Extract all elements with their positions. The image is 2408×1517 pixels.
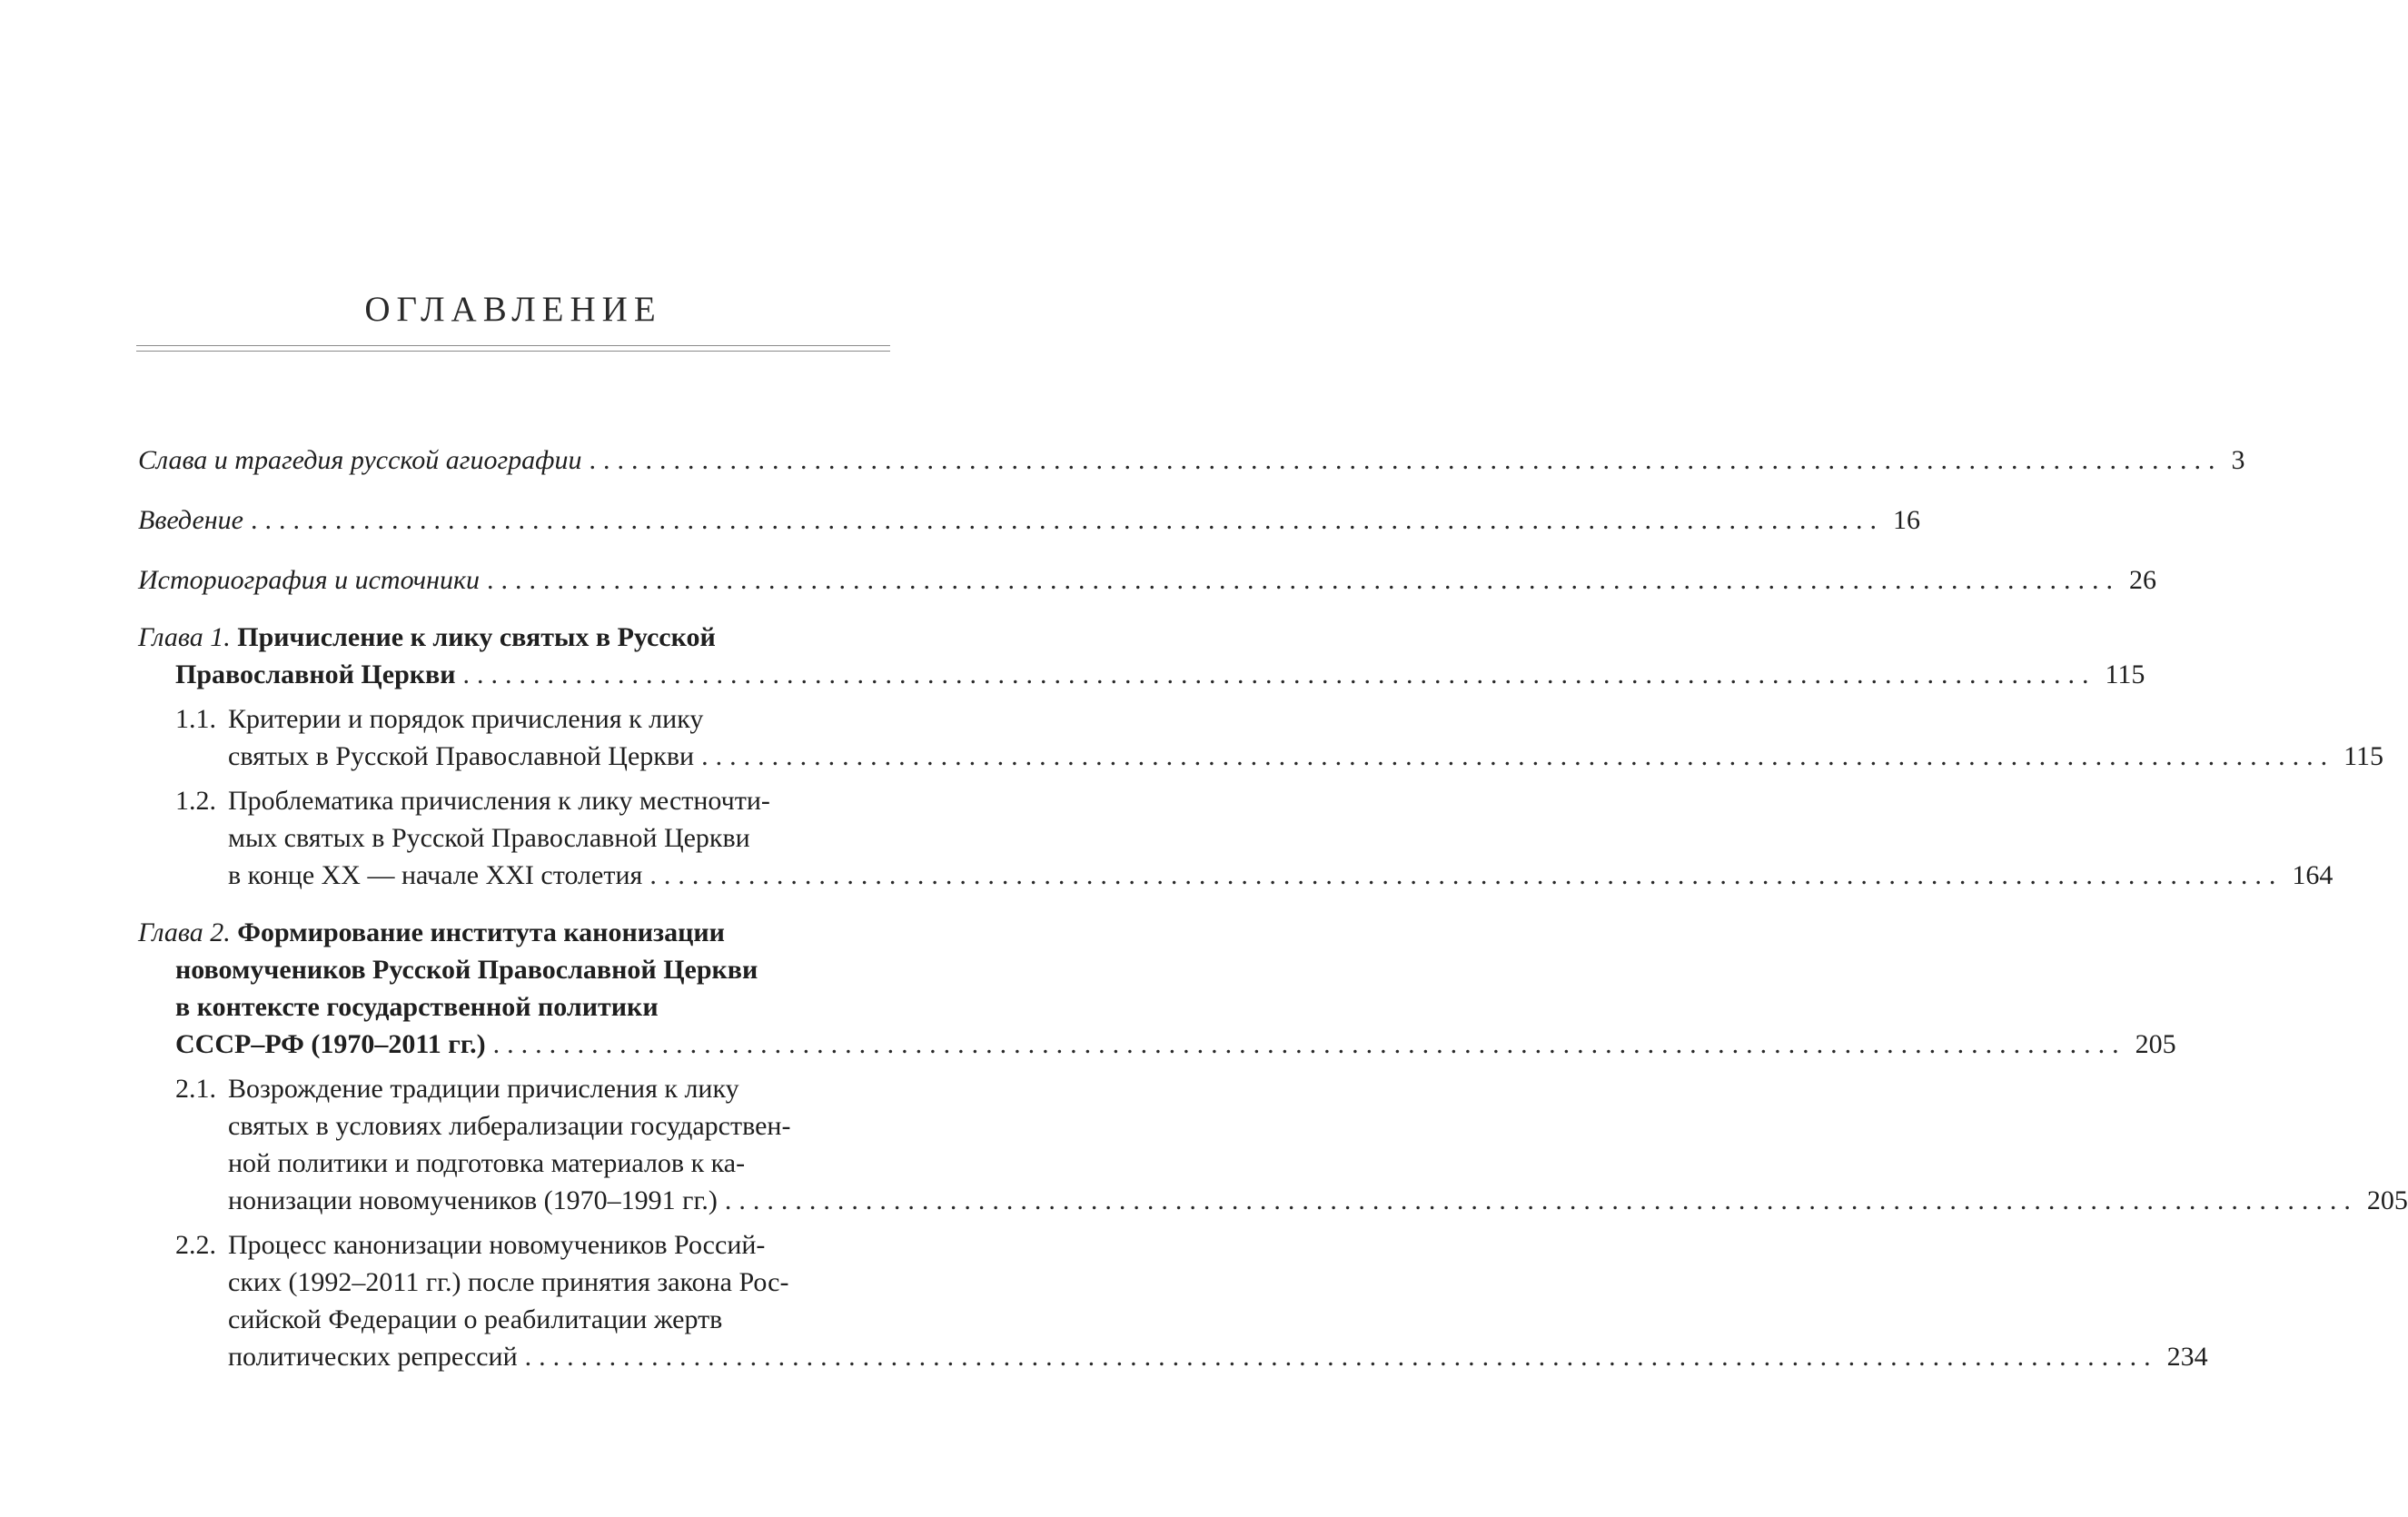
toc-entry-title: Историография и источники [138, 565, 481, 595]
toc-page-number: 26 [2129, 565, 2157, 595]
toc-entry-introduction[interactable] [138, 501, 1920, 539]
toc-section-2-1[interactable] [138, 1070, 2408, 1219]
section-title-line: святых в условиях либерализации государствен- [228, 1111, 791, 1141]
toc-page-number: 115 [2105, 659, 2145, 689]
toc-chapter-1[interactable] [138, 619, 2145, 693]
section-title-line: Процесс канонизации новомучеников Россий- [228, 1230, 766, 1260]
leader-dots: .................................................................................................................... [649, 860, 2284, 890]
chapter-title-line: Православной Церкви [175, 659, 456, 689]
toc-page-number: 205 [2135, 1029, 2176, 1059]
chapter-label: Глава 1. [138, 622, 231, 652]
toc-page-number: 234 [2166, 1342, 2208, 1372]
table-of-contents [138, 441, 2408, 1375]
leader-dots: .................................................................................................................... [701, 741, 2335, 771]
section-title-line: нонизации новомучеников (1970–1991 гг.) [228, 1185, 718, 1215]
section-title-line: Критерии и порядок причисления к лику [228, 704, 704, 734]
toc-chapter-2[interactable] [138, 914, 2176, 1063]
chapter-title-line: Причисление к лику святых в Русской [237, 622, 716, 652]
leader-dots: .................................................................................................................... [250, 505, 1884, 535]
toc-page-number: 115 [2344, 741, 2383, 771]
toc-section-2-2[interactable] [138, 1226, 2208, 1375]
section-title-line: мых святых в Русской Православной Церкви [228, 823, 750, 853]
leader-dots: .................................................................................................................... [487, 565, 2121, 595]
toc-page-number: 205 [2366, 1185, 2408, 1215]
section-title-line: сийской Федерации о реабилитации жертв [228, 1304, 723, 1334]
section-number: 2.2. [175, 1230, 216, 1260]
toc-entry-title: Введение [138, 505, 243, 535]
page-title: ОГЛАВЛЕНИЕ [364, 290, 662, 329]
toc-section-1-1[interactable] [138, 700, 2383, 775]
section-title-line: политических репрессий [228, 1342, 518, 1372]
toc-page-number: 3 [2231, 445, 2245, 475]
toc-page-number: 164 [2292, 860, 2334, 890]
leader-dots: .................................................................................................................... [589, 445, 2223, 475]
section-title-line: ной политики и подготовка материалов к ка- [228, 1148, 746, 1178]
toc-section-1-2[interactable] [138, 782, 2334, 894]
section-title-line: в конце XX — начале XXI столетия [228, 860, 643, 890]
chapter-label: Глава 2. [138, 917, 231, 947]
section-number: 1.2. [175, 786, 216, 816]
chapter-title-line: в контексте государственной политики [175, 992, 659, 1022]
chapter-title-line: новомучеников Русской Православной Церкви [175, 955, 758, 985]
toc-page-number: 16 [1892, 505, 1920, 535]
section-title-line: Проблематика причисления к лику местночти- [228, 786, 770, 816]
title-rule-top [136, 345, 890, 346]
section-title-line: святых в Русской Православной Церкви [228, 741, 695, 771]
section-title-line: Возрождение традиции причисления к лику [228, 1074, 739, 1104]
toc-entry-historiography[interactable] [138, 561, 2157, 599]
toc-entry-title: Слава и трагедия русской агиографии [138, 445, 582, 475]
leader-dots: .................................................................................................................... [492, 1029, 2126, 1059]
leader-dots: .................................................................................................................... [462, 659, 2096, 689]
chapter-title-line: Формирование института канонизации [237, 917, 725, 947]
chapter-title-line: СССР–РФ (1970–2011 гг.) [175, 1029, 486, 1059]
section-number: 2.1. [175, 1074, 216, 1104]
leader-dots: .................................................................................................................... [524, 1342, 2158, 1372]
section-number: 1.1. [175, 704, 216, 734]
title-rule-bottom [136, 351, 890, 352]
leader-dots: .................................................................................................................... [724, 1185, 2358, 1215]
toc-entry-glory-and-tragedy[interactable] [138, 441, 2245, 479]
section-title-line: ских (1992–2011 гг.) после принятия закона Рос- [228, 1267, 789, 1297]
